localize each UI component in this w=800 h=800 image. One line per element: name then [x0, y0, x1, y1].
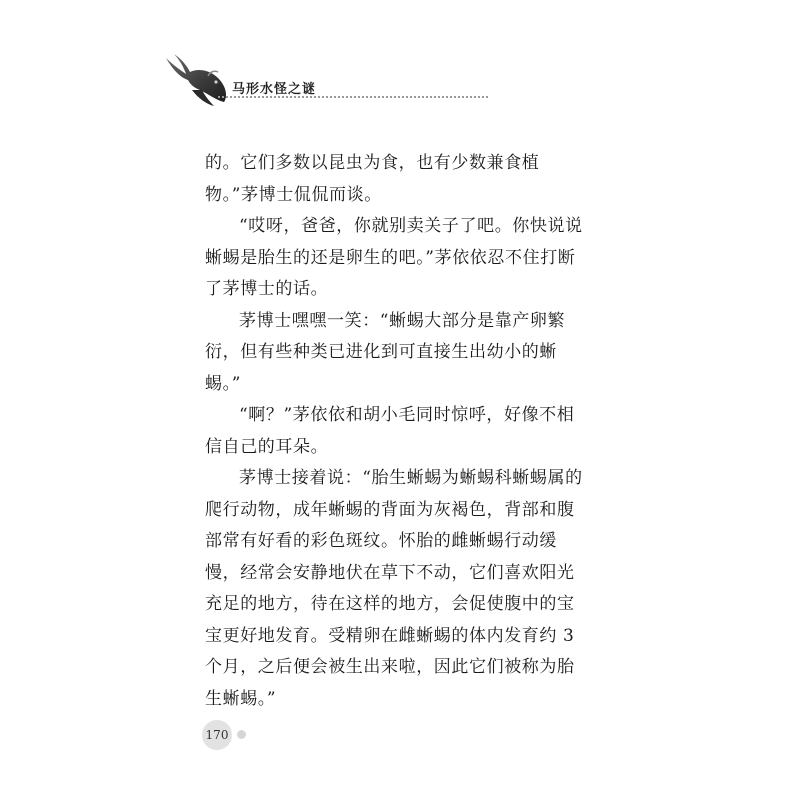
paragraph: 茅博士嘿嘿一笑：“蜥蜴大部分是靠产卵繁衍，但有些种类已进化到可直接生出幼小的蜥蜴。” [205, 310, 566, 394]
paragraph: “啊？”茅依依和胡小毛同时惊呼，好像不相信自己的耳朵。 [205, 405, 575, 457]
running-header [164, 50, 494, 110]
fish-icon [164, 50, 236, 108]
header-divider [218, 96, 488, 98]
paragraph: 的。它们多数以昆虫为食，也有少数兼食植物。”茅博士侃侃而谈。 [205, 153, 540, 205]
page-number: 170 [202, 720, 232, 750]
paragraph: “哎呀，爸爸，你就别卖关子了吧。你快说说蜥蜴是胎生的还是卵生的吧。”茅依依忍不住打断了茅博士的话。 [205, 216, 583, 299]
page-dot-ornament [237, 730, 246, 739]
paragraph: 茅博士接着说：“胎生蜥蜴为蜥蜴科蜥蜴属的爬行动物，成年蜥蜴的背面为灰褐色，背部和腹部常有好看的彩色斑纹。怀胎的雌蜥蜴行动缓慢，经常会安静地伏在草下不动，它们喜欢阳光充足的地方，待在这样的地方，会促使腹中的宝宝更好地发育。受精卵在雌蜥蜴的体内发育约 3 个月，之后便会被生出来啦，因此它们被称为胎生蜥蜴。” [205, 468, 583, 709]
body-text [205, 148, 583, 715]
running-title: 马形水怪之谜 [232, 82, 317, 97]
